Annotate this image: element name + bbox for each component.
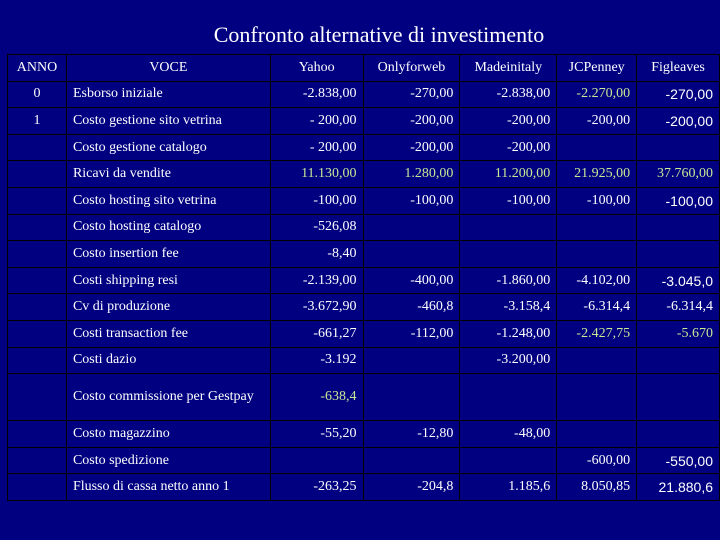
cell-onlyforweb: -200,00 [363, 134, 460, 161]
cell-madeinitaly [460, 374, 557, 421]
cell-figleaves: 21.880,6 [637, 474, 720, 501]
cell-madeinitaly: -1.860,00 [460, 267, 557, 294]
cell-onlyforweb [363, 347, 460, 374]
cell-jcpenney [557, 134, 637, 161]
cell-figleaves [637, 421, 720, 448]
table-row [8, 374, 720, 421]
cell-voce: Esborso iniziale [66, 81, 270, 108]
cell-yahoo [270, 447, 363, 474]
cell-onlyforweb: -200,00 [363, 108, 460, 135]
cell-jcpenney: -6.314,4 [557, 294, 637, 321]
cell-yahoo: -2.139,00 [270, 267, 363, 294]
cell-anno [8, 214, 67, 241]
cell-voce: Costo spedizione [66, 447, 270, 474]
cell-figleaves: -200,00 [637, 108, 720, 135]
table-row [8, 134, 720, 161]
cell-figleaves [637, 214, 720, 241]
cell-jcpenney: 8.050,85 [557, 474, 637, 501]
cell-jcpenney: -200,00 [557, 108, 637, 135]
table-row [8, 187, 720, 214]
investment-comparison-table [7, 54, 720, 501]
cell-yahoo: -661,27 [270, 320, 363, 347]
cell-madeinitaly: -100,00 [460, 187, 557, 214]
cell-onlyforweb [363, 241, 460, 268]
table-row [8, 347, 720, 374]
cell-anno [8, 421, 67, 448]
cell-figleaves [637, 347, 720, 374]
cell-figleaves: 37.760,00 [637, 161, 720, 188]
header-figleaves: Figleaves [637, 55, 720, 82]
cell-anno [8, 187, 67, 214]
cell-yahoo: -3.672,90 [270, 294, 363, 321]
cell-anno [8, 320, 67, 347]
cell-anno: 0 [8, 81, 67, 108]
cell-voce: Costo commissione per Gestpay [66, 374, 270, 421]
cell-onlyforweb: -100,00 [363, 187, 460, 214]
cell-voce: Costi dazio [66, 347, 270, 374]
cell-anno [8, 161, 67, 188]
cell-anno [8, 134, 67, 161]
cell-madeinitaly: -200,00 [460, 134, 557, 161]
cell-voce: Costo insertion fee [66, 241, 270, 268]
cell-jcpenney [557, 241, 637, 268]
cell-anno [8, 474, 67, 501]
cell-onlyforweb: -12,80 [363, 421, 460, 448]
cell-anno [8, 374, 67, 421]
cell-anno [8, 241, 67, 268]
cell-madeinitaly [460, 214, 557, 241]
table-row [8, 447, 720, 474]
cell-jcpenney: -4.102,00 [557, 267, 637, 294]
cell-madeinitaly: -2.838,00 [460, 81, 557, 108]
table-row [8, 214, 720, 241]
cell-jcpenney [557, 214, 637, 241]
cell-yahoo: - 200,00 [270, 134, 363, 161]
cell-jcpenney [557, 347, 637, 374]
cell-onlyforweb [363, 214, 460, 241]
cell-anno: 1 [8, 108, 67, 135]
header-onlyforweb: Onlyforweb [363, 55, 460, 82]
cell-madeinitaly: -1.248,00 [460, 320, 557, 347]
table-row [8, 108, 720, 135]
table-row [8, 294, 720, 321]
cell-voce: Costi shipping resi [66, 267, 270, 294]
cell-voce: Costo hosting sito vetrina [66, 187, 270, 214]
header-row [8, 55, 720, 82]
cell-jcpenney: -2.270,00 [557, 81, 637, 108]
cell-figleaves: -550,00 [637, 447, 720, 474]
cell-voce: Flusso di cassa netto anno 1 [66, 474, 270, 501]
cell-figleaves: -3.045,0 [637, 267, 720, 294]
cell-voce: Costo gestione catalogo [66, 134, 270, 161]
table-row [8, 267, 720, 294]
cell-anno [8, 347, 67, 374]
cell-onlyforweb: 1.280,00 [363, 161, 460, 188]
cell-yahoo: -8,40 [270, 241, 363, 268]
cell-onlyforweb: -204,8 [363, 474, 460, 501]
header-madeinitaly: Madeinitaly [460, 55, 557, 82]
cell-yahoo: -100,00 [270, 187, 363, 214]
cell-jcpenney: -2.427,75 [557, 320, 637, 347]
table-row [8, 320, 720, 347]
cell-madeinitaly: -48,00 [460, 421, 557, 448]
cell-yahoo: -3.192 [270, 347, 363, 374]
cell-yahoo: - 200,00 [270, 108, 363, 135]
cell-yahoo: -55,20 [270, 421, 363, 448]
cell-figleaves [637, 241, 720, 268]
cell-madeinitaly: 1.185,6 [460, 474, 557, 501]
cell-yahoo: -638,4 [270, 374, 363, 421]
table-row [8, 241, 720, 268]
cell-madeinitaly [460, 241, 557, 268]
cell-anno [8, 447, 67, 474]
page-title: Confronto alternative di investimento [213, 22, 545, 47]
cell-voce: Costi transaction fee [66, 320, 270, 347]
cell-figleaves: -6.314,4 [637, 294, 720, 321]
cell-voce: Costo gestione sito vetrina [66, 108, 270, 135]
cell-jcpenney [557, 374, 637, 421]
cell-madeinitaly: 11.200,00 [460, 161, 557, 188]
header-yahoo: Yahoo [270, 55, 363, 82]
cell-voce: Costo hosting catalogo [66, 214, 270, 241]
header-anno: ANNO [8, 55, 67, 82]
cell-figleaves: -270,00 [637, 81, 720, 108]
cell-onlyforweb [363, 447, 460, 474]
cell-anno [8, 294, 67, 321]
cell-onlyforweb: -400,00 [363, 267, 460, 294]
cell-figleaves [637, 374, 720, 421]
cell-jcpenney: -600,00 [557, 447, 637, 474]
cell-voce: Cv di produzione [66, 294, 270, 321]
cell-onlyforweb: -270,00 [363, 81, 460, 108]
header-voce: VOCE [66, 55, 270, 82]
cell-yahoo: 11.130,00 [270, 161, 363, 188]
cell-onlyforweb: -460,8 [363, 294, 460, 321]
cell-madeinitaly: -3.200,00 [460, 347, 557, 374]
cell-onlyforweb: -112,00 [363, 320, 460, 347]
cell-voce: Costo magazzino [66, 421, 270, 448]
cell-anno [8, 267, 67, 294]
cell-voce: Ricavi da vendite [66, 161, 270, 188]
table-row [8, 474, 720, 501]
header-jcpenney: JCPenney [557, 55, 637, 82]
cell-onlyforweb [363, 374, 460, 421]
cell-figleaves [637, 134, 720, 161]
table-row [8, 161, 720, 188]
cell-yahoo: -2.838,00 [270, 81, 363, 108]
cell-jcpenney: -100,00 [557, 187, 637, 214]
cell-figleaves: -5.670 [637, 320, 720, 347]
table-row [8, 421, 720, 448]
table-body [8, 55, 720, 501]
cell-jcpenney [557, 421, 637, 448]
cell-yahoo: -263,25 [270, 474, 363, 501]
cell-figleaves: -100,00 [637, 187, 720, 214]
table-row [8, 81, 720, 108]
cell-madeinitaly: -200,00 [460, 108, 557, 135]
cell-madeinitaly: -3.158,4 [460, 294, 557, 321]
cell-yahoo: -526,08 [270, 214, 363, 241]
cell-madeinitaly [460, 447, 557, 474]
cell-jcpenney: 21.925,00 [557, 161, 637, 188]
